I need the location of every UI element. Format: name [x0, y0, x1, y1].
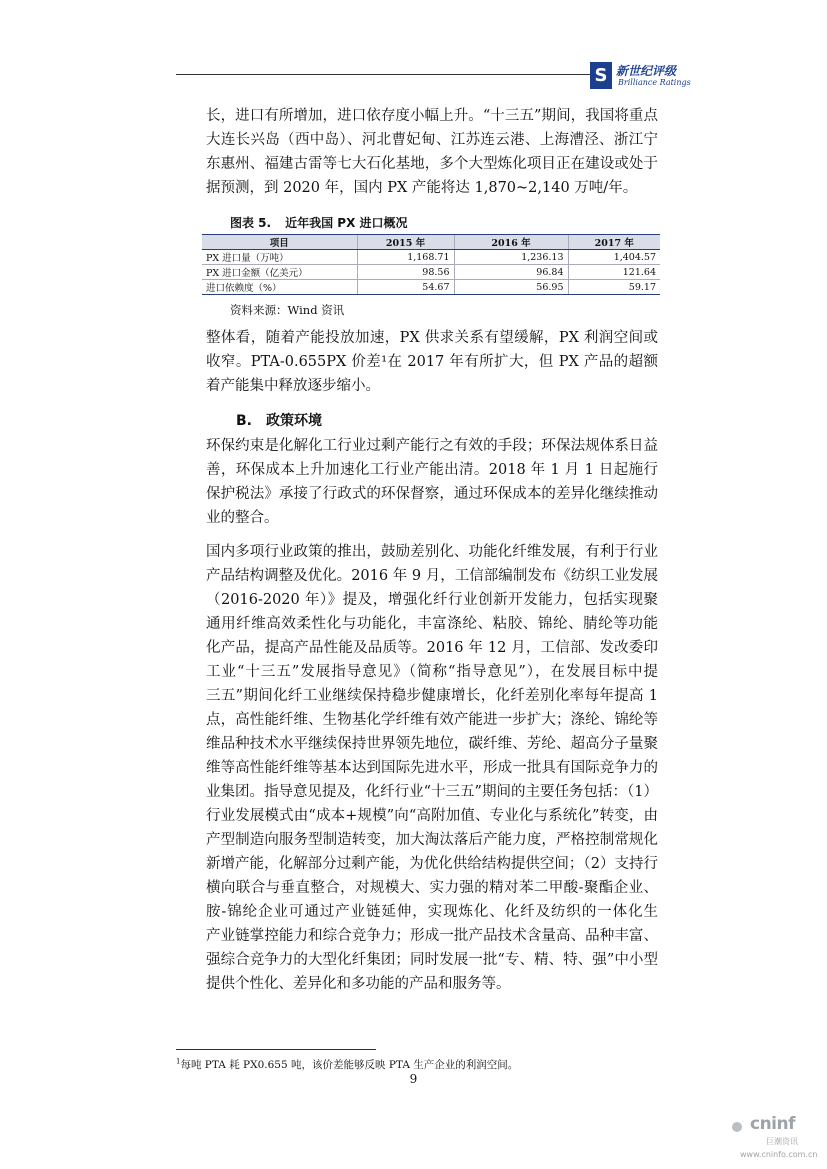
table-cell: 98.56	[357, 265, 454, 280]
text-line: 提供个性化、差异化和多功能的产品和服务等。	[206, 976, 511, 992]
header-rule	[176, 74, 590, 75]
text-line: 产型制造向服务型制造转变，加大淘汰落后产能力度，严格控制常规化	[206, 832, 658, 848]
text-line: （2016-2020 年）》提及，增强化纤行业创新开发能力，包括实现聚	[206, 592, 658, 608]
footnote-mark: 1	[176, 1057, 181, 1066]
text-line: 点，高性能纤维、生物基化学纤维有效产能进一步扩大；涤纶、锦纶等	[206, 712, 658, 728]
figure-caption: 近年我国 PX 进口概况	[285, 216, 408, 230]
section-heading	[236, 410, 322, 430]
text-line: 环保约束是化解化工行业过剩产能行之有效的手段；环保法规体系日益	[206, 438, 658, 454]
text-line: 横向联合与垂直整合，对规模大、实力强的精对苯二甲酸-聚酯企业、	[206, 880, 658, 896]
paragraph-environmental-policy	[206, 434, 658, 530]
table-source-note: 资料来源：Wind 资讯	[230, 303, 345, 317]
text-line: 业集团。指导意见提及，化纤行业“十三五”期间的主要任务包括：（1）	[206, 784, 658, 800]
column-header: 项目	[202, 235, 357, 250]
text-line: 维等高性能纤维等基本达到国际先进水平，形成一批具有国际竞争力的	[206, 760, 658, 776]
watermark-brand: cninf	[750, 1114, 796, 1134]
text-line: 胺-锦纶企业可通过产业链延伸，实现炼化、化纤及纺织的一体化生	[206, 904, 658, 920]
row-label: PX 进口量（万吨）	[202, 250, 357, 265]
logo-chinese-name: 新世纪评级	[616, 64, 677, 78]
table-row	[202, 250, 660, 265]
footnote-text: 每吨 PTA 耗 PX0.655 吨，该价差能够反映 PTA 生产企业的利润空间。	[180, 1059, 519, 1071]
table-cell: 96.84	[454, 265, 568, 280]
figure-number: 图表 5.	[230, 216, 272, 230]
footnote-rule	[176, 1049, 376, 1050]
text-line: 收窄。PTA-0.655PX 价差¹在 2017 年有所扩大，但 PX 产品的超额	[206, 354, 658, 370]
text-line: 产业链掌控能力和综合竞争力；形成一批产品技术含量高、品种丰富、	[206, 928, 658, 944]
text-line: 业的整合。	[206, 510, 279, 526]
text-line: 长，进口有所增加，进口依存度小幅上升。“十三五”期间，我国将重点	[206, 108, 658, 124]
column-header: 2017 年	[568, 235, 660, 250]
paragraph-px-outlook	[206, 326, 658, 398]
table-cell: 59.17	[568, 280, 660, 295]
row-label: 进口依赖度（%）	[202, 280, 357, 295]
text-line: 着产能集中释放逐步缩小。	[206, 378, 380, 394]
text-line: 善，环保成本上升加速化工行业产能出清。2018 年 1 月 1 日起施行	[206, 462, 658, 478]
text-line: 据预测，到 2020 年，国内 PX 产能将达 1,870~2,140 万吨/年。	[206, 180, 638, 196]
text-line: 维品种技术水平继续保持世界领先地位，碳纤维、芳纶、超高分子量聚	[206, 736, 658, 752]
row-label: PX 进口金额（亿美元）	[202, 265, 357, 280]
text-line: 行业发展模式由“成本+规模”向“高附加值、专业化与系统化”转变，由	[206, 808, 658, 824]
table-cell: 54.67	[357, 280, 454, 295]
text-line: 强综合竞争力的大型化纤集团；同时发展一批“专、精、特、强”中小型	[206, 952, 658, 968]
brilliance-ratings-logo	[590, 60, 702, 92]
paragraph-px-capacity	[206, 104, 658, 200]
table-cell: 56.95	[454, 280, 568, 295]
paragraph-industry-policy	[206, 540, 658, 996]
text-line: 通用纤维高效柔性化与功能化，丰富涤纶、粘胶、锦纶、腈纶等功能	[206, 616, 658, 632]
table-cell: 121.64	[568, 265, 660, 280]
table-row	[202, 280, 660, 295]
text-line: 三五”期间化纤工业继续保持稳步健康增长，化纤差别化率每年提高 1	[206, 688, 658, 704]
section-label: B.	[236, 413, 252, 429]
page-number: 9	[409, 1072, 418, 1086]
footnote	[176, 1057, 518, 1072]
text-line: 东惠州、福建古雷等七大石化基地，多个大型炼化项目正在建设或处于	[206, 156, 658, 172]
px-import-table	[202, 234, 660, 295]
table-cell: 1,236.13	[454, 250, 568, 265]
table-header-row	[202, 235, 660, 250]
text-line: 保护税法》承接了行政式的环保督察，通过环保成本的差异化继续推动	[206, 486, 658, 502]
table-row	[202, 265, 660, 280]
text-line: 化产品，提高产品性能及品质等。2016 年 12 月，工信部、发改委印	[206, 640, 658, 656]
logo-mark: S	[590, 62, 612, 89]
section-title: 政策环境	[266, 413, 322, 429]
cninfo-watermark	[732, 1114, 824, 1166]
table-cell: 1,168.71	[357, 250, 454, 265]
text-line: 新增产能，化解部分过剩产能，为优化供给结构提供空间；（2）支持行	[206, 856, 658, 872]
column-header: 2015 年	[357, 235, 454, 250]
table-cell: 1,404.57	[568, 250, 660, 265]
text-line: 产品结构调整及优化。2016 年 9 月，工信部编制发布《纺织工业发展	[206, 568, 658, 584]
logo-english-name: Brilliance Ratings	[618, 78, 691, 87]
watermark-dot-icon	[732, 1122, 742, 1132]
watermark-chinese: 巨潮资讯	[766, 1137, 798, 1146]
text-line: 工业“十三五”发展指导意见》（简称“指导意见”），在发展目标中提	[206, 664, 658, 680]
text-line: 大连长兴岛（西中岛）、河北曹妃甸、江苏连云港、上海漕泾、浙江宁	[206, 132, 658, 148]
watermark-url: www.cninfo.com.cn	[740, 1150, 818, 1159]
text-line: 国内多项行业政策的推出，鼓励差别化、功能化纤维发展，有利于行业	[206, 544, 658, 560]
column-header: 2016 年	[454, 235, 568, 250]
text-line: 整体看，随着产能投放加速，PX 供求关系有望缓解，PX 利润空间或	[206, 330, 658, 346]
figure-title	[230, 214, 408, 231]
